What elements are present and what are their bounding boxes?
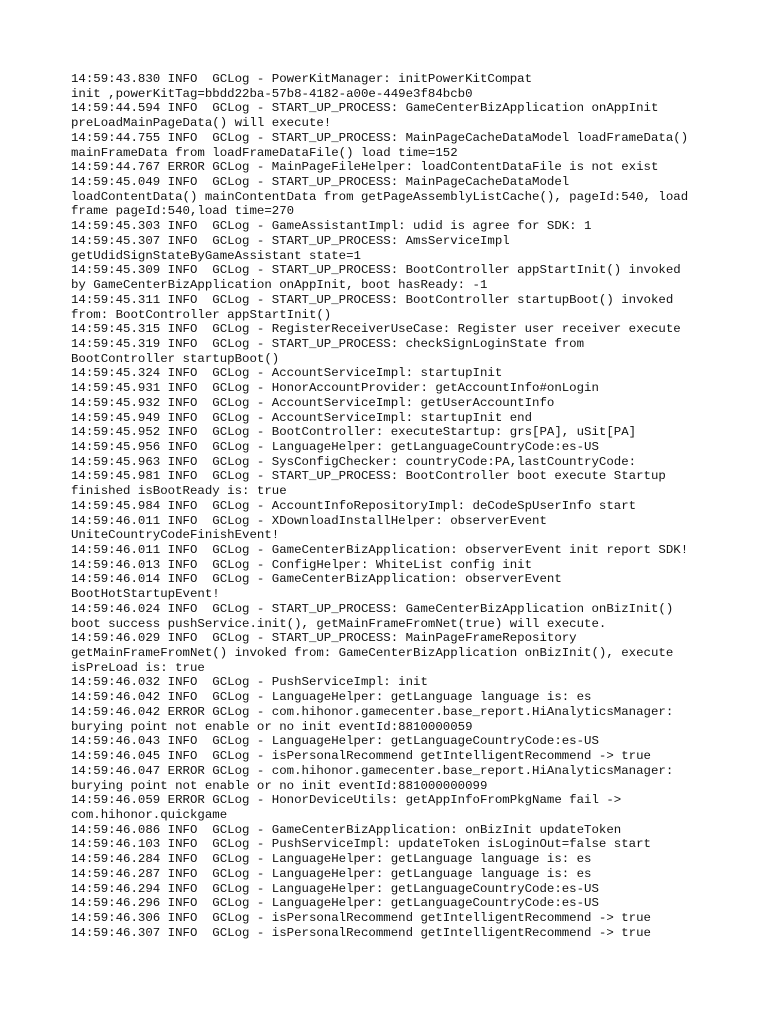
log-line: 14:59:46.029 INFO GCLog - START_UP_PROCESS: MainPageFrameRepository [71, 631, 577, 646]
log-line: 14:59:46.011 INFO GCLog - XDownloadInstallHelper: observerEvent [71, 513, 547, 528]
log-line: 14:59:46.011 INFO GCLog - GameCenterBizApplication: observerEvent init report SDK! [71, 543, 689, 557]
log-line: 14:59:46.045 INFO GCLog - isPersonalRecommend getIntelligentRecommend -> true [71, 749, 651, 764]
log-line: 14:59:45.303 INFO GCLog - GameAssistantImpl: udid is agree for SDK: 1 [71, 219, 592, 234]
log-line: loadContentData() mainContentData from getPageAssemblyListCache(), pageId:540, load [71, 189, 689, 204]
log-line: getMainFrameFromNet() invoked from: GameCenterBizApplication onBizInit(), execute [71, 646, 674, 661]
log-line: 14:59:45.984 INFO GCLog - AccountInfoRepositoryImpl: deCodeSpUserInfo start [71, 498, 637, 513]
log-line: 14:59:46.307 INFO GCLog - isPersonalRecommend getIntelligentRecommend -> true [71, 925, 651, 940]
log-line: 14:59:45.963 INFO GCLog - SysConfigChecker: countryCode:PA,lastCountryCode: [71, 454, 637, 469]
log-line: 14:59:46.032 INFO GCLog - PushServiceImpl: init [71, 675, 428, 690]
log-line: 14:59:46.306 INFO GCLog - isPersonalRecommend getIntelligentRecommend -> true [71, 910, 651, 925]
log-line: 14:59:45.049 INFO GCLog - START_UP_PROCESS: MainPageCacheDataModel [71, 175, 570, 190]
log-line: 14:59:46.059 ERROR GCLog - HonorDeviceUtils: getAppInfoFromPkgName fail -> [71, 793, 622, 808]
log-line: BootHotStartupEvent! [71, 587, 220, 602]
log-line: 14:59:46.014 INFO GCLog - GameCenterBizApplication: observerEvent [71, 572, 562, 587]
log-line: boot success pushService.init(), getMainFrameFromNet(true) will execute. [71, 616, 607, 631]
log-line: 14:59:45.311 INFO GCLog - START_UP_PROCESS: BootController startupBoot() invoked [71, 292, 674, 307]
log-line: 14:59:46.294 INFO GCLog - LanguageHelper: getLanguageCountryCode:es-US [71, 881, 599, 896]
log-line: 14:59:45.315 INFO GCLog - RegisterReceiverUseCase: Register user receiver execute [71, 322, 681, 337]
log-line: 14:59:45.324 INFO GCLog - AccountServiceImpl: startupInit [71, 366, 503, 381]
log-line: BootController startupBoot() [71, 351, 280, 366]
log-line: 14:59:46.024 INFO GCLog - START_UP_PROCESS: GameCenterBizApplication onBizInit() [71, 601, 674, 616]
log-line: 14:59:46.047 ERROR GCLog - com.hihonor.gamecenter.base_report.HiAnalyticsManager: [71, 763, 674, 778]
log-line: UniteCountryCodeFinishEvent! [71, 528, 280, 543]
log-text-block [71, 72, 721, 940]
log-line: com.hihonor.quickgame [71, 807, 228, 822]
log-line: 14:59:45.931 INFO GCLog - HonorAccountProvider: getAccountInfo#onLogin [71, 381, 599, 396]
log-line: getUdidSignStateByGameAssistant state=1 [71, 248, 361, 263]
log-line: 14:59:44.755 INFO GCLog - START_UP_PROCESS: MainPageCacheDataModel loadFrameData() [71, 130, 689, 145]
log-line: frame pageId:540,load time=270 [71, 204, 295, 219]
log-line: init ,powerKitTag=bbdd22ba-57b8-4182-a00e-449e3f84bcb0 [71, 86, 473, 101]
log-line: 14:59:46.042 ERROR GCLog - com.hihonor.gamecenter.base_report.HiAnalyticsManager: [71, 704, 674, 719]
log-line: 14:59:45.319 INFO GCLog - START_UP_PROCESS: checkSignLoginState from [71, 336, 585, 351]
log-line: 14:59:46.042 INFO GCLog - LanguageHelper: getLanguage language is: es [71, 690, 592, 705]
log-line: 14:59:46.103 INFO GCLog - PushServiceImpl: updateToken isLoginOut=false start [71, 837, 651, 852]
log-line: finished isBootReady is: true [71, 484, 287, 499]
log-line: isPreLoad is: true [71, 660, 205, 675]
log-line: 14:59:45.952 INFO GCLog - BootController: executeStartup: grs[PA], uSit[PA] [71, 425, 637, 440]
log-line: preLoadMainPageData() will execute! [71, 116, 332, 131]
log-line: 14:59:46.086 INFO GCLog - GameCenterBizApplication: onBizInit updateToken [71, 822, 622, 837]
log-line: 14:59:44.594 INFO GCLog - START_UP_PROCESS: GameCenterBizApplication onAppInit [71, 101, 659, 116]
log-line: burying point not enable or no init eventId:881000000099 [71, 778, 488, 793]
log-line: 14:59:45.949 INFO GCLog - AccountServiceImpl: startupInit end [71, 410, 533, 425]
log-line: from: BootController appStartInit() [71, 307, 332, 322]
log-line: 14:59:45.307 INFO GCLog - START_UP_PROCESS: AmsServiceImpl [71, 233, 510, 248]
log-line: mainFrameData from loadFrameDataFile() load time=152 [71, 145, 458, 160]
log-line: burying point not enable or no init eventId:8810000059 [71, 719, 473, 734]
log-line: 14:59:44.767 ERROR GCLog - MainPageFileHelper: loadContentDataFile is not exist [71, 160, 659, 175]
log-line: 14:59:46.043 INFO GCLog - LanguageHelper: getLanguageCountryCode:es-US [71, 734, 599, 749]
log-line: 14:59:45.956 INFO GCLog - LanguageHelper: getLanguageCountryCode:es-US [71, 439, 599, 454]
log-line: 14:59:46.284 INFO GCLog - LanguageHelper: getLanguage language is: es [71, 852, 592, 867]
log-line: by GameCenterBizApplication onAppInit, boot hasReady: -1 [71, 278, 488, 293]
log-line: 14:59:45.309 INFO GCLog - START_UP_PROCESS: BootController appStartInit() invoked [71, 263, 681, 278]
log-line: 14:59:43.830 INFO GCLog - PowerKitManager: initPowerKitCompat [71, 72, 533, 86]
log-line: 14:59:45.981 INFO GCLog - START_UP_PROCESS: BootController boot execute Startup [71, 469, 666, 484]
log-line: 14:59:46.287 INFO GCLog - LanguageHelper: getLanguage language is: es [71, 866, 592, 881]
log-line: 14:59:46.296 INFO GCLog - LanguageHelper: getLanguageCountryCode:es-US [71, 896, 599, 911]
log-line: 14:59:45.932 INFO GCLog - AccountServiceImpl: getUserAccountInfo [71, 395, 555, 410]
log-line: 14:59:46.013 INFO GCLog - ConfigHelper: WhiteList config init [71, 557, 533, 572]
